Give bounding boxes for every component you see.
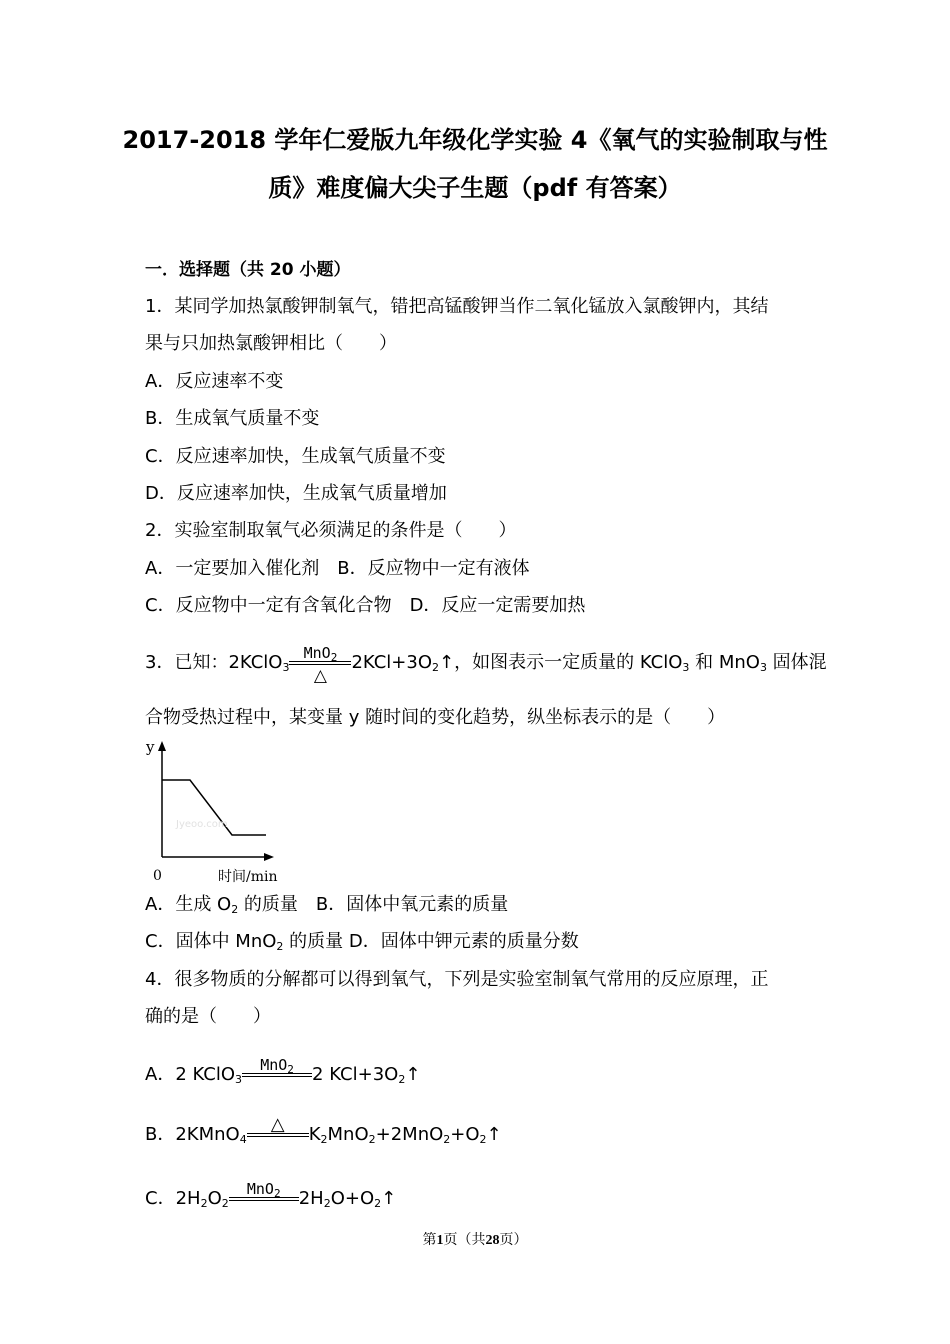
- section-heading: 一．选择题（共 20 小题）: [145, 260, 351, 280]
- q4-option-b: B．2KMnO$_4$ △ $K_2MnO_2+2MnO_2+O_2↑$: [145, 1114, 502, 1146]
- q3-stem-line-2: 合物受热过程中，某变量 y 随时间的变化趋势，纵坐标表示的是（ ）: [145, 707, 726, 728]
- document-title-line-2: 质》难度偏大尖子生题（pdf 有答案）: [268, 174, 682, 202]
- q1-option-b: B．生成氧气质量不变: [145, 408, 320, 429]
- q4-b-condition: [247, 1114, 309, 1144]
- q3-options-ab: A．生成 $O_2$ 的质量 B．固体中氧元素的质量: [145, 894, 509, 916]
- total-page-count: 28: [485, 1233, 500, 1248]
- q3-graph-x-label: 时间/min: [218, 869, 278, 885]
- page-footer: 第1页（共28页）: [422, 1232, 528, 1248]
- q4-option-c: C．$2H_2O_2$ MnO$_2$ $2H_2O+O_2↑$: [145, 1180, 397, 1210]
- q4-stem-line-2: 确的是（ ）: [145, 1006, 271, 1027]
- q1-stem-line-1: 1．某同学加热氯酸钾制氧气，错把高锰酸钾当作二氧化锰放入氯酸钾内，其结: [145, 296, 769, 317]
- q3-reactant: 3．已知：2KClO$_3$: [145, 652, 290, 674]
- q3-heat-symbol: △: [313, 666, 327, 686]
- q2-stem: 2．实验室制取氧气必须满足的条件是（ ）: [145, 520, 517, 541]
- q1-stem-line-2: 果与只加热氯酸钾相比（ ）: [145, 333, 397, 354]
- q3-options-cd: C．固体中 MnO$_2$ 的质量 D．固体中钾元素的质量分数: [145, 931, 579, 953]
- q3-product: $2KCl+3O_2↑$: [351, 652, 455, 674]
- q1-option-d: D．反应速率加快，生成氧气质量增加: [145, 483, 447, 504]
- q1-option-c: C．反应速率加快，生成氧气质量不变: [145, 446, 446, 467]
- q4-c-catalyst: MnO$_2$: [246, 1180, 281, 1200]
- q2-options-ab: A．一定要加入催化剂 B．反应物中一定有液体: [145, 558, 530, 579]
- document-title-line-1: 2017-2018 学年仁爱版九年级化学实验 4《氧气的实验制取与性: [122, 126, 828, 154]
- q4-a-catalyst: MnO$_2$: [260, 1056, 294, 1076]
- q3-stem-line-1: [145, 644, 827, 686]
- q4-b-heat-symbol: △: [270, 1114, 285, 1135]
- q3-graph-origin: 0: [153, 868, 162, 884]
- q4-option-a: A．2 KClO$_3$ MnO$_2$ 2 $KCl+3O_2↑$: [145, 1056, 421, 1086]
- q3-graph-watermark: Jyeoo.com: [176, 819, 228, 830]
- q3-reaction-condition: [289, 644, 351, 686]
- q3-graph-y-label: y: [146, 738, 155, 756]
- q4-a-condition: [242, 1056, 312, 1084]
- q3-graph: [140, 735, 290, 885]
- q2-options-cd: C．反应物中一定有含氧化合物 D．反应一定需要加热: [145, 595, 586, 616]
- q4-c-condition: [229, 1180, 299, 1208]
- q3-catalyst: MnO$_2$: [303, 644, 338, 664]
- q1-option-a: A．反应速率不变: [145, 371, 284, 392]
- current-page-number: 1: [436, 1233, 444, 1248]
- q3-stem-rest: ，如图表示一定质量的 KClO$_3$ 和 MnO$_3$ 固体混: [454, 652, 827, 674]
- q4-stem-line-1: 4．很多物质的分解都可以得到氧气，下列是实验室制氧气常用的反应原理，正: [145, 969, 769, 990]
